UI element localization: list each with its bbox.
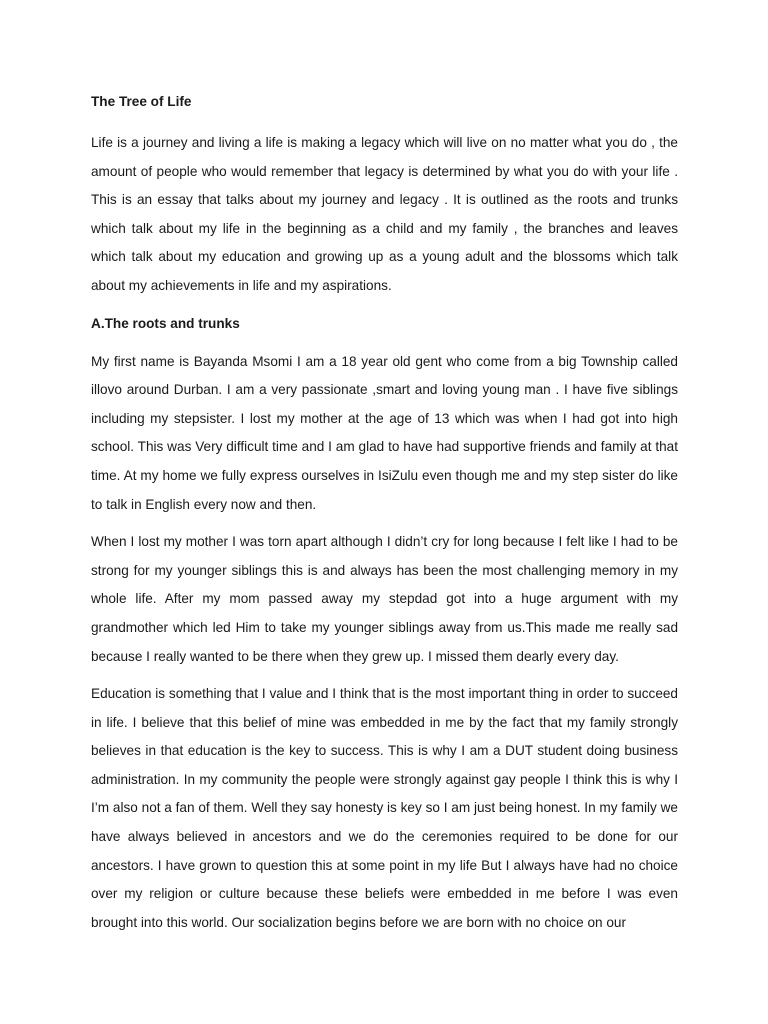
- intro-paragraph: Life is a journey and living a life is making a legacy which will live on no matter what you do , the amount of people who would remember that legacy is determined by what you do with your life . This is an essay that talks about my journey and legacy . It is outlined as the roots and trunks which talk about my life in the beginning as a child and my family , the branches and leaves which talk about my education and growing up as a young adult and the blossoms which talk about my achievements in life and my aspirations.: [91, 135, 678, 293]
- section-heading-roots-and-trunks: A.The roots and trunks: [91, 315, 240, 331]
- paragraph-education-beliefs: Education is something that I value and I think that is the most important thing in order to succeed in life. I believe that this belief of mine was embedded in me by the fact that my family strongly believes in that education is the key to success. This is why I am a DUT student doing business administration. In my community the people were strongly against gay people I think this is why I I’m also not a fan of them. Well they say honesty is key so I am just being honest. In my family we have always believed in ancestors and we do the ceremonies required to be done for our ancestors. I have grown to question this at some point in my life But I always have had no choice over my religion or culture because these beliefs were embedded in me before I was even brought into this world. Our socialization begins before we are born with no choice on our: [91, 686, 678, 930]
- document-title: The Tree of Life: [91, 94, 192, 109]
- paragraph-losing-mother: When I lost my mother I was torn apart although I didn’t cry for long because I felt like I had to be strong for my younger siblings this is and always has been the most challenging memory in my whole life. After my mom passed away my stepdad got into a huge argument with my grandmother which led Him to take my younger siblings away from us.This made me really sad because I really wanted to be there when they grew up. I missed them dearly every day.: [91, 534, 678, 664]
- paragraph-personal-background: My first name is Bayanda Msomi I am a 18 year old gent who come from a big Township called illovo around Durban. I am a very passionate ,smart and loving young man . I have five siblings including my stepsister. I lost my mother at the age of 13 which was when I had got into high school. This was Very difficult time and I am glad to have had supportive friends and family at that time. At my home we fully express ourselves in IsiZulu even though me and my step sister do like to talk in English every now and then.: [91, 353, 678, 512]
- document-page: [91, 88, 678, 946]
